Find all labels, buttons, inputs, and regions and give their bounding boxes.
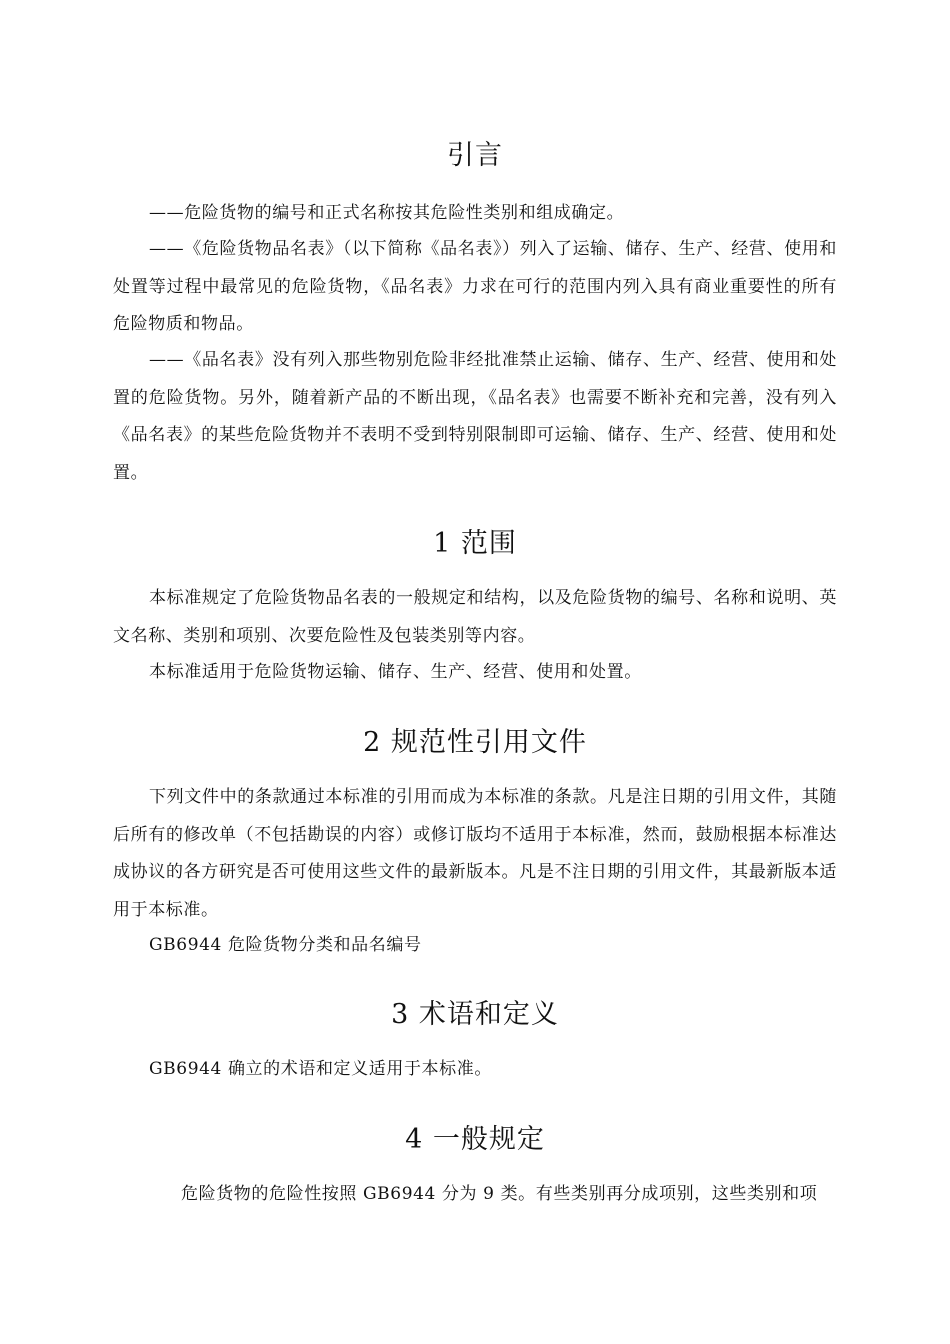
section-1-paragraph-2: 本标准适用于危险货物运输、储存、生产、经营、使用和处置。 (149, 662, 642, 682)
section-2-reference: GB6944 危险货物分类和品名编号 (149, 935, 422, 955)
section-3-paragraph-1: GB6944 确立的术语和定义适用于本标准。 (149, 1059, 492, 1079)
intro-paragraph-2: ——《危险货物品名表》（以下简称《品名表》）列入了运输、储存、生产、经营、使用和处置等过程中最常见的危险货物，《品名表》力求在可行的范围内列入具有商业重要性的所有危险物质和物品。 (113, 239, 837, 334)
section-1-paragraph-1: 本标准规定了危险货物品名表的一般规定和结构，以及危险货物的编号、名称和说明、英文名称、类别和项别、次要危险性及包装类别等内容。 (113, 588, 837, 646)
section-3-heading: 3 术语和定义 (391, 999, 559, 1030)
section-2-paragraph-1: 下列文件中的条款通过本标准的引用而成为本标准的条款。凡是注日期的引用文件，其随后所有的修改单（不包括勘误的内容）或修订版均不适用于本标准，然而，鼓励根据本标准达成协议的各方研究是否可使用这些文件的最新版本。凡是不注日期的引用文件，其最新版本适用于本标准。 (113, 787, 837, 920)
intro-paragraph-3: ——《品名表》没有列入那些物别危险非经批准禁止运输、储存、生产、经营、使用和处置的危险货物。另外，随着新产品的不断出现，《品名表》也需要不断补充和完善，没有列入《品名表》的某些危险货物并不表明不受到特别限制即可运输、储存、生产、经营、使用和处置。 (113, 350, 837, 483)
section-2-heading: 2 规范性引用文件 (363, 727, 587, 758)
intro-paragraph-1: ——危险货物的编号和正式名称按其危险性类别和组成确定。 (149, 203, 625, 223)
section-1-heading: 1 范围 (433, 528, 517, 559)
section-4-heading: 4 一般规定 (405, 1124, 545, 1155)
section-4-paragraph-1: 危险货物的危险性按照 GB6944 分为 9 类。有些类别再分成项别，这些类别和项 (181, 1184, 818, 1204)
intro-heading: 引言 (447, 140, 503, 171)
